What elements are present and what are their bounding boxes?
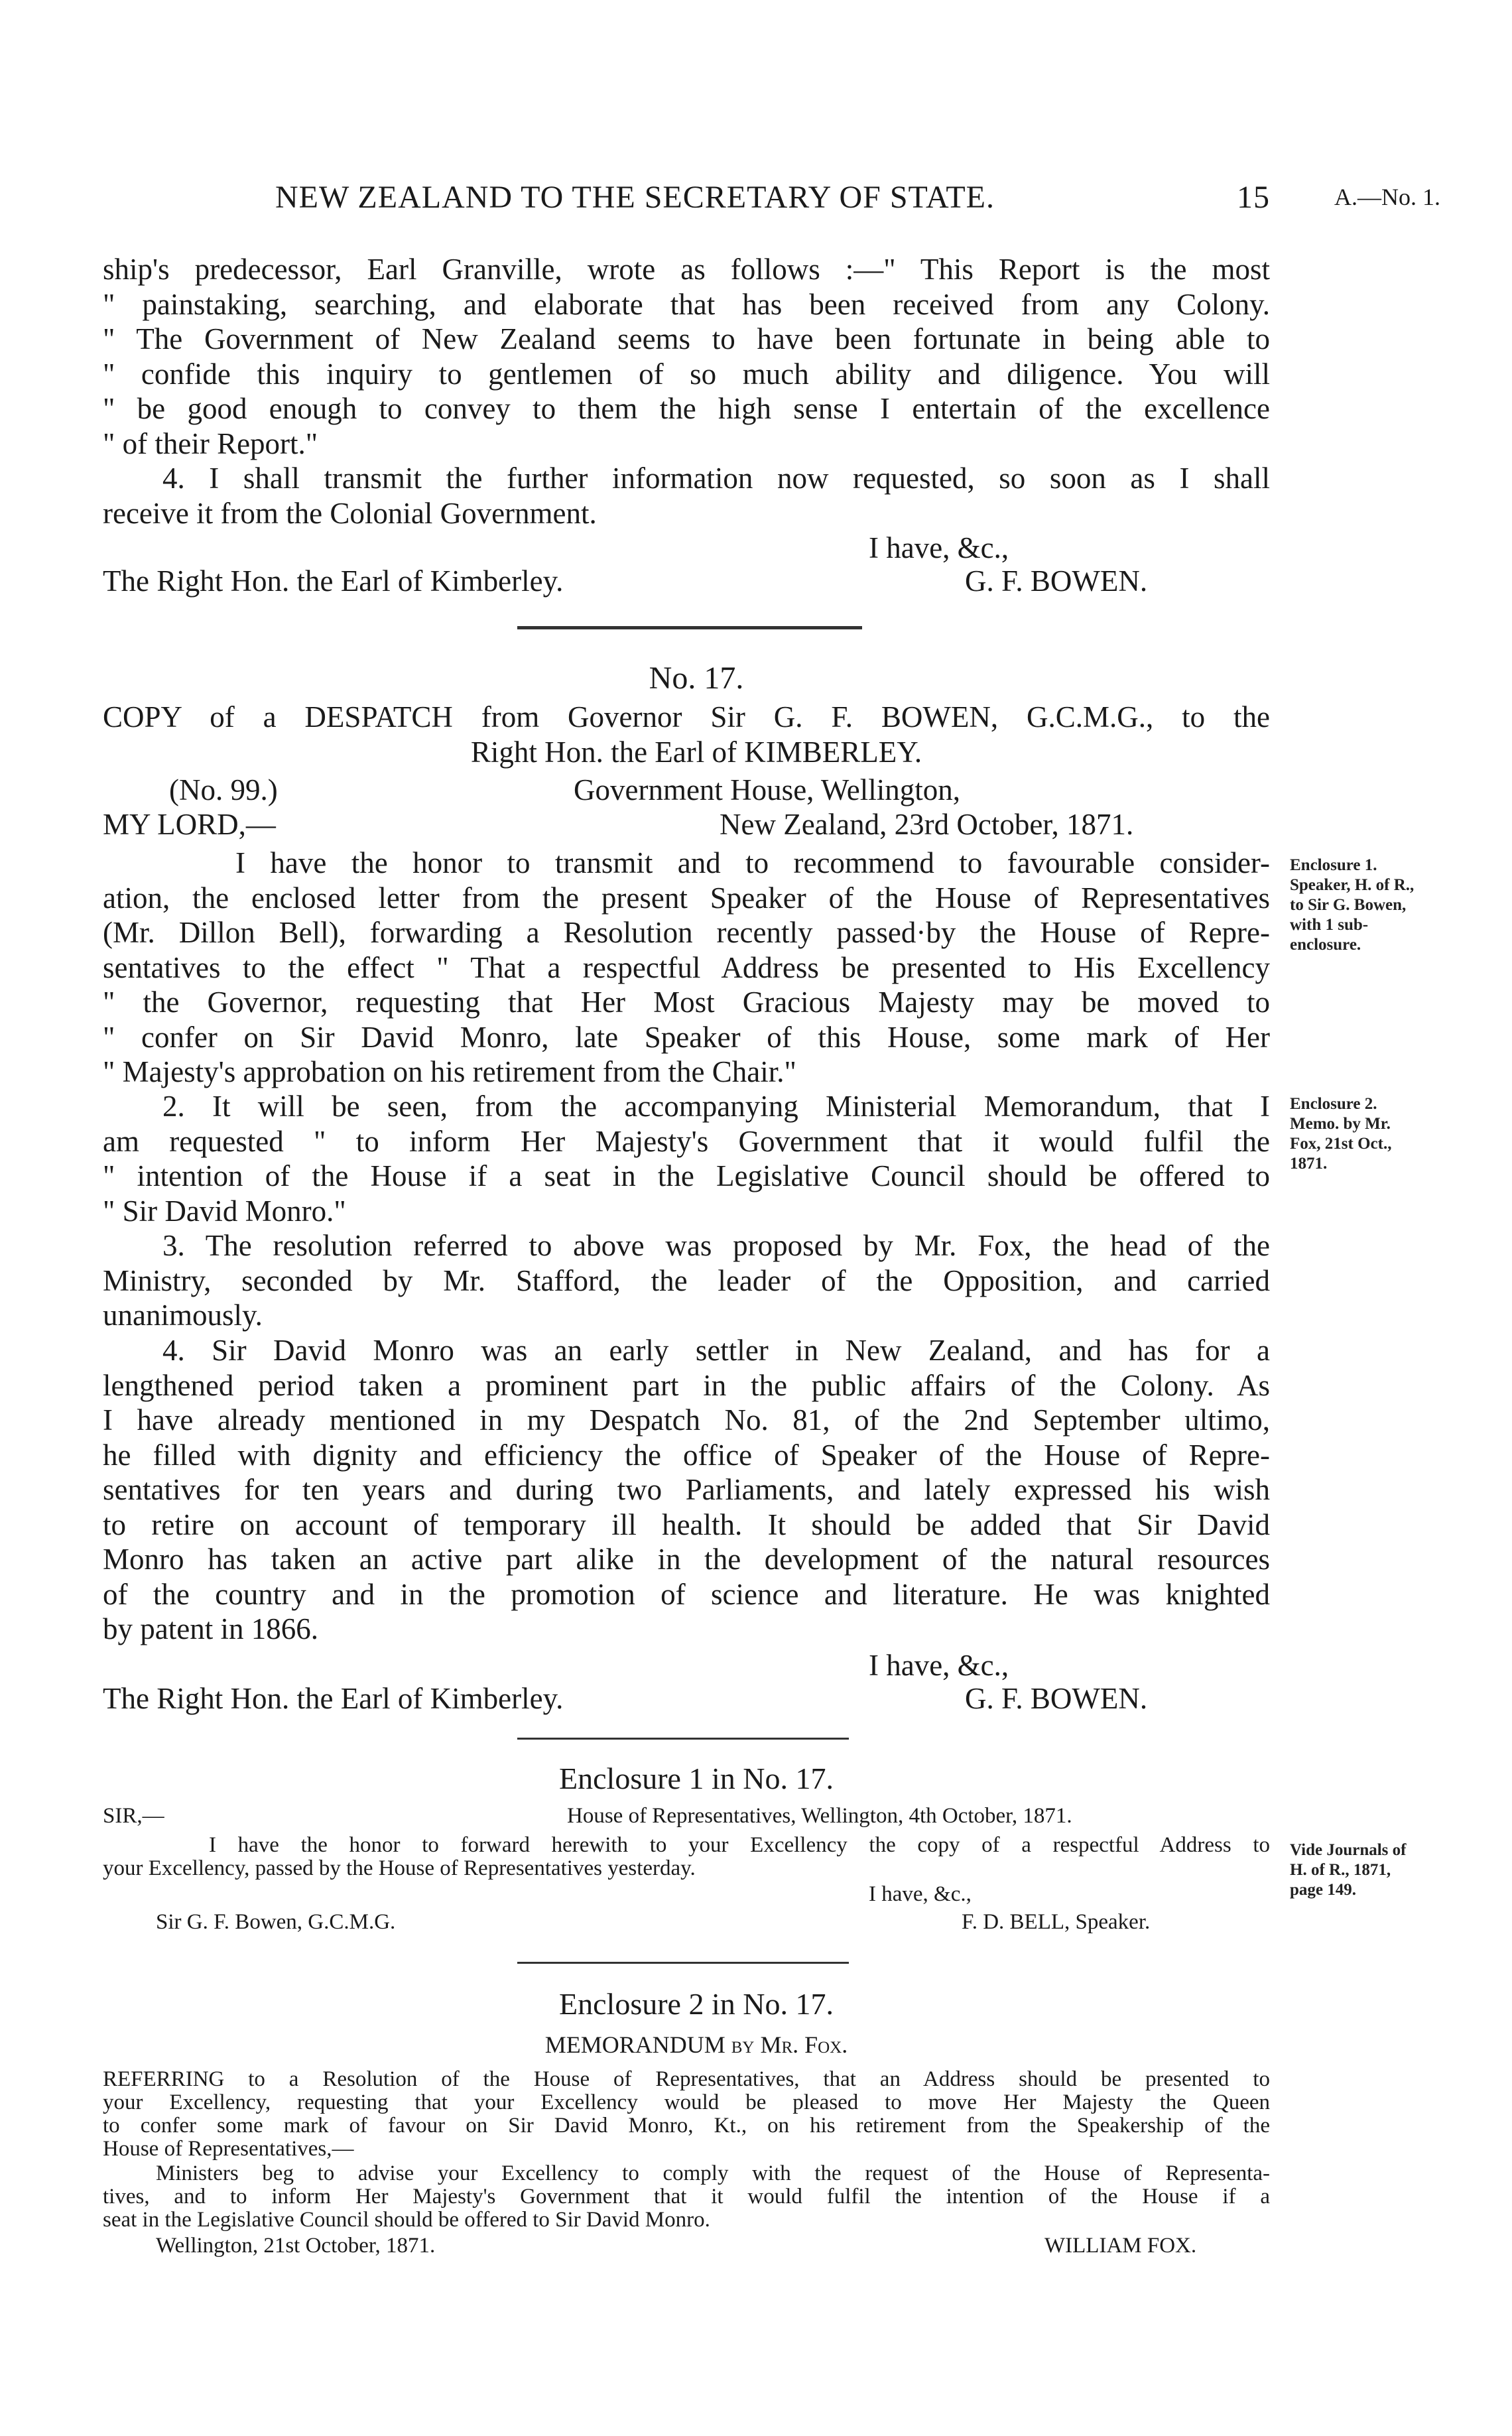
text-line: am requested " to inform Her Majesty's Government that it would fulfil the [103, 1124, 1270, 1158]
text-line: " confer on Sir David Monro, late Speaker of this House, some mark of Her [103, 1020, 1270, 1054]
despatch-paragraph-2 [103, 1089, 1270, 1228]
text-line: sentatives to the effect " That a respectful Address be presented to His Excellency [103, 950, 1270, 984]
despatch-paragraph-3 [103, 1228, 1270, 1333]
text-line: " painstaking, searching, and elaborate that has been received from any Colony. [103, 287, 1270, 321]
closing: I have, &c., [869, 1882, 972, 1906]
opening-paragraph [103, 252, 1270, 461]
margin-note-journals [1290, 1840, 1489, 1900]
divider [517, 626, 862, 629]
text-line: " be good enough to convey to them the high sense I entertain of the excellence [103, 392, 1270, 425]
text-line: I have the honor to transmit and to recommend to favourable consider- [235, 846, 1270, 879]
margin-note-line: Memo. by Mr. [1290, 1115, 1391, 1133]
margin-note-line: Speaker, H. of R., [1290, 876, 1415, 894]
margin-note-line: H. of R., 1871, [1290, 1861, 1391, 1879]
text-line: he filled with dignity and efficiency the office of Speaker of the House of Repre- [103, 1438, 1270, 1472]
closing: I have, &c., [869, 531, 1009, 564]
margin-note-line: to Sir G. Bowen, [1290, 896, 1407, 914]
text-line: your Excellency, passed by the House of Representatives yesterday. [103, 1856, 696, 1880]
text-line: of the country and in the promotion of science and literature. He was knighted [103, 1577, 1270, 1611]
enclosure-2-date: Wellington, 21st October, 1871. [156, 2234, 436, 2258]
text-line: your Excellency, requesting that your Excellency would be pleased to move Her Majesty the Queen [103, 2090, 1270, 2114]
margin-note-enclosure-1 [1290, 856, 1489, 955]
divider [517, 1738, 849, 1740]
running-header-title: NEW ZEALAND TO THE SECRETARY OF STATE. [275, 180, 995, 215]
enclosure-1-salutation: SIR,— [103, 1804, 164, 1828]
text-line: receive it from the Colonial Government. [103, 496, 597, 530]
text-line: " the Governor, requesting that Her Most Gracious Majesty may be moved to [103, 986, 1270, 1019]
text-line: I have already mentioned in my Despatch No. 81, of the 2nd September ultimo, [103, 1403, 1270, 1437]
text-line: Ministry, seconded by Mr. Stafford, the leader of the Opposition, and carried [103, 1263, 1270, 1297]
signature: F. D. BELL, Speaker. [962, 1910, 1151, 1934]
text-line: " of their Report." [103, 426, 318, 460]
text-line: seat in the Legislative Council should be offered to Sir David Monro. [103, 2208, 710, 2232]
margin-note-line: Enclosure 1. [1290, 856, 1377, 874]
text-line: I have the honor to forward herewith to your Excellency the copy of a respectful Address to [209, 1833, 1270, 1857]
text-line: ation, the enclosed letter from the present Speaker of the House of Representatives [103, 881, 1270, 915]
text-line: unanimously. [103, 1299, 263, 1332]
enclosure-1-heading: Enclosure 1 in No. 17. [559, 1762, 834, 1795]
despatch-number: No. 17. [649, 661, 744, 696]
text-line: to confer some mark of favour on Sir David Monro, Kt., on his retirement from the Speakership of the [103, 2114, 1270, 2138]
text-line: REFERRING to a Resolution of the House of Representatives, that an Address should be presented to [103, 2067, 1270, 2091]
text-line: 4. I shall transmit the further information now requested, so soon as I shall [162, 462, 1270, 495]
despatch-title-line2: Right Hon. the Earl of KIMBERLEY. [470, 736, 922, 769]
addressee: Sir G. F. Bowen, G.C.M.G. [156, 1910, 396, 1934]
text-line: " confide this inquiry to gentlemen of so much ability and diligence. You will [103, 357, 1270, 391]
text-line: House of Representatives,— [103, 2137, 354, 2161]
closing: I have, &c., [869, 1649, 1009, 1682]
despatch-place: Government House, Wellington, [574, 773, 960, 806]
divider [517, 1962, 849, 1964]
margin-note-line: Vide Journals of [1290, 1841, 1407, 1859]
addressee: The Right Hon. the Earl of Kimberley. [103, 1682, 564, 1715]
page-number: 15 [1237, 180, 1270, 215]
text-line: by patent in 1866. [103, 1612, 318, 1645]
salutation: MY LORD,— [103, 808, 276, 841]
despatch-paragraph-4 [103, 1333, 1270, 1647]
despatch-paragraph-1 [103, 846, 1270, 1090]
text-line: 2. It will be seen, from the accompanying Ministerial Memorandum, that I [162, 1090, 1270, 1123]
text-line: " Sir David Monro." [103, 1194, 346, 1228]
enclosure-1-body [103, 1834, 1270, 1880]
enclosure-2-paragraph-2 [103, 2162, 1270, 2232]
signature: G. F. BOWEN. [965, 564, 1148, 598]
enclosure-2-heading: Enclosure 2 in No. 17. [559, 1987, 834, 2021]
text-line: " The Government of New Zealand seems to have been fortunate in being able to [103, 322, 1270, 355]
text-line: 3. The resolution referred to above was proposed by Mr. Fox, the head of the [162, 1229, 1270, 1262]
despatch-title [103, 700, 1270, 735]
enclosure-2-subheading: MEMORANDUM by Mr. Fox. [544, 2031, 848, 2058]
margin-note-line: Fox, 21st Oct., [1290, 1135, 1392, 1153]
text-line: " Majesty's approbation on his retirement from the Chair." [103, 1055, 796, 1088]
text-line: (Mr. Dillon Bell), forwarding a Resolution recently passed·by the House of Repre- [103, 916, 1270, 949]
text-line: lengthened period taken a prominent part in the public affairs of the Colony. As [103, 1368, 1270, 1402]
addressee: The Right Hon. the Earl of Kimberley. [103, 564, 564, 598]
margin-note-line: page 149. [1290, 1881, 1356, 1899]
margin-note-enclosure-2 [1290, 1094, 1489, 1174]
opening-paragraph-4 [103, 461, 1270, 531]
text-line: " intention of the House if a seat in the Legislative Council should be offered to [103, 1159, 1270, 1192]
text-line: sentatives for ten years and during two Parliaments, and lately expressed his wish [103, 1473, 1270, 1506]
text-line: tives, and to inform Her Majesty's Government that it would fulfil the intention of the House if a [103, 2185, 1270, 2209]
margin-note-line: enclosure. [1290, 936, 1361, 954]
enclosure-2-signature: WILLIAM FOX. [1044, 2234, 1197, 2258]
paper-reference: A.—No. 1. [1334, 184, 1440, 210]
despatch-ref: (No. 99.) [169, 773, 278, 806]
text-line: 4. Sir David Monro was an early settler in New Zealand, and has for a [162, 1334, 1270, 1367]
signature: G. F. BOWEN. [965, 1682, 1148, 1715]
margin-note-line: 1871. [1290, 1155, 1328, 1173]
text-line: COPY of a DESPATCH from Governor Sir G. F. BOWEN, G.C.M.G., to the [103, 700, 1270, 734]
enclosure-1-place-date: House of Representatives, Wellington, 4th October, 1871. [567, 1804, 1072, 1828]
text-line: to retire on account of temporary ill health. It should be added that Sir David [103, 1507, 1270, 1541]
text-line: ship's predecessor, Earl Granville, wrote as follows :—" This Report is the most [103, 253, 1270, 286]
text-line: Ministers beg to advise your Excellency to comply with the request of the House of Representa- [156, 2161, 1270, 2185]
text-line: Monro has taken an active part alike in the development of the natural resources [103, 1543, 1270, 1576]
margin-note-line: with 1 sub- [1290, 916, 1369, 934]
despatch-date: New Zealand, 23rd October, 1871. [720, 808, 1134, 841]
enclosure-2-paragraph-1 [103, 2068, 1270, 2161]
margin-note-line: Enclosure 2. [1290, 1095, 1377, 1113]
